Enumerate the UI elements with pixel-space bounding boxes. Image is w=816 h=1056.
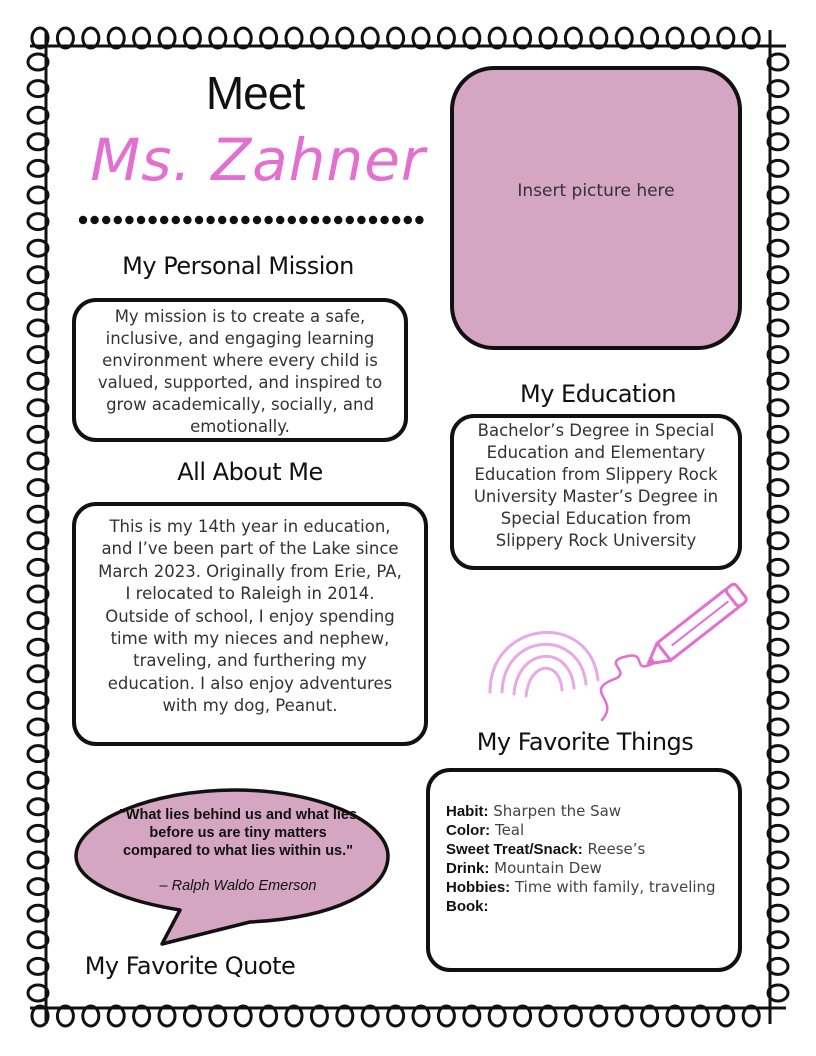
favorite-item-book: Book:: [446, 898, 489, 915]
meet-title: Meet: [205, 67, 305, 119]
education-box: [450, 414, 742, 570]
photo-placeholder-label: Insert picture here: [517, 181, 675, 201]
favorite-item-color: Color: Teal: [446, 821, 525, 839]
photo-placeholder[interactable]: [450, 66, 742, 350]
about-heading: All About Me: [177, 458, 323, 486]
favorite-item-snack: Sweet Treat/Snack: Reese’s: [446, 840, 646, 858]
quote-author: – Ralph Waldo Emerson: [159, 878, 317, 894]
favorites-box: [426, 768, 742, 972]
favorite-item-habit: Habit: Sharpen the Saw: [446, 802, 622, 820]
rainbow-pencil-illustration: [480, 580, 760, 730]
education-heading: My Education: [519, 380, 677, 408]
mission-text: My mission is to create a safe, inclusive, and engaging learning environment where every child is valued, supported, and inspired to grow academically, socially, and emotionally.: [97, 307, 383, 436]
quote-text: "What lies behind us and what lies before us are tiny matters compared to what lies within us.": [118, 807, 358, 859]
mission-heading: My Personal Mission: [122, 252, 354, 280]
about-text: This is my 14th year in education, and I’ve been part of the Lake since March 2023. Originally from Erie, PA, I relocated to Raleigh in 2014. Outside of school, I enjoy spending time with my nieces and nephew, traveling, and furthering my education. I also enjoy adventures with my dog, Peanut.: [98, 517, 402, 716]
quote-heading: My Favorite Quote: [84, 952, 296, 980]
about-box: [72, 502, 428, 746]
teacher-name: Ms. Zahner: [90, 126, 426, 194]
education-text: Bachelor’s Degree in Special Education and Elementary Education from Slippery Rock University Master’s Degree in Special Education from Slippery Rock University: [473, 421, 719, 550]
pencil-icon: [601, 583, 748, 720]
dotted-divider: [78, 212, 424, 228]
favorites-heading: My Favorite Things: [476, 728, 694, 756]
mission-box: [72, 298, 408, 442]
favorite-item-drink: Drink: Mountain Dew: [446, 859, 602, 877]
rainbow-icon: [490, 632, 598, 696]
favorite-item-hobbies: Hobbies: Time with family, traveling: [446, 878, 716, 896]
